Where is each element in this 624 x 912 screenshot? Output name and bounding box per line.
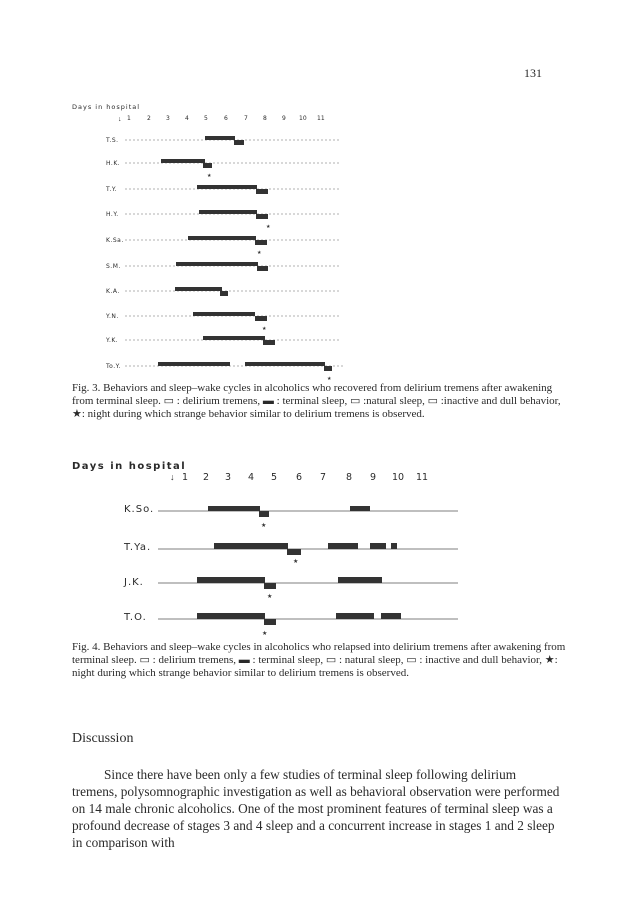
fig3-subject-label: T.S. (106, 137, 119, 144)
fig4-day-tick: 10 (392, 472, 405, 483)
fig4-subject-label: J.K. (124, 577, 144, 588)
fig3-day-tick: 3 (166, 115, 170, 122)
fig3-day-tick: 9 (282, 115, 286, 122)
fig4-caption: Fig. 4. Behaviors and sleep–wake cycles in alcoholics who relapsed into delirium tremens after awakening from terminal sleep. ▭ : delirium tremens, ▬ : terminal sleep, ▭ : natural sleep, ▭ : inactive and dull behavior, ★: night during which strange behavior similar to delirium tremens is observed. (72, 641, 566, 679)
svg-text:★: ★ (207, 173, 212, 179)
body-paragraph: Since there have been only a few studies of terminal sleep following delirium tremens, polysomnographic investigation as well as behavioral observation were performed on 14 male chronic alcoholics. One of the most prominent features of terminal sleep was a profound decrease of stages 3 and 4 sleep and a concurrent increase in stages 1 and 2 sleep in comparison with (72, 767, 560, 850)
fig3-subject-label: To.Y. (106, 363, 121, 370)
fig4-arrow-icon: ↓ (170, 472, 175, 482)
fig3-day-tick: 6 (224, 115, 228, 122)
fig3-subject-label: H.K. (106, 160, 121, 167)
fig3-subject-label: Y.K. (106, 337, 119, 344)
fig4-days-label: Days in hospital (72, 461, 187, 472)
fig4-day-tick: 6 (296, 472, 303, 483)
fig4-subject-label: T.O. (124, 612, 147, 623)
fig3-subject-label: S.M. (106, 263, 121, 270)
fig4-day-tick: 7 (320, 472, 327, 483)
section-heading: Discussion (72, 731, 134, 746)
fig4-day-tick: 2 (203, 472, 210, 483)
fig3-day-tick: 10 (299, 115, 307, 122)
svg-text:★: ★ (261, 522, 267, 529)
fig3-day-tick: 4 (185, 115, 189, 122)
fig3-day-tick: 5 (204, 115, 208, 122)
fig4-day-tick: 4 (248, 472, 255, 483)
svg-text:★: ★ (257, 250, 262, 256)
svg-text:★: ★ (262, 630, 268, 637)
fig4-day-tick: 3 (225, 472, 232, 483)
fig4-day-tick: 8 (346, 472, 353, 483)
fig3-caption: Fig. 3. Behaviors and sleep–wake cycles in alcoholics who recovered from delirium tremens after awakening from terminal sleep. ▭ : delirium tremens, ▬ : terminal sleep, ▭ :natural sleep, ▭ :inactive and dull behavior, ★: night during which strange behavior similar to delirium tremens is observed. (72, 382, 561, 420)
svg-text:★: ★ (293, 558, 299, 565)
fig3-days-label: Days in hospital (72, 103, 141, 111)
svg-text:★: ★ (266, 224, 271, 230)
fig4-subject-label: T.Ya. (124, 542, 152, 553)
svg-text:★: ★ (327, 376, 332, 382)
fig3-day-tick: 7 (244, 115, 248, 122)
fig3-subject-label: Y.N. (106, 313, 119, 320)
svg-text:★: ★ (262, 326, 267, 332)
fig3-day-tick: 2 (147, 115, 151, 122)
fig3-day-tick: 1 (127, 115, 131, 122)
fig4-subject-label: K.So. (124, 504, 155, 515)
fig4-day-tick: 9 (370, 472, 377, 483)
fig4-day-tick: 1 (182, 472, 189, 483)
fig3-subject-label: T.Y. (106, 186, 118, 193)
fig3-arrow-icon: ↓ (118, 115, 122, 123)
fig3-day-tick: 8 (263, 115, 267, 122)
fig3-subject-label: K.Sa. (106, 237, 124, 244)
fig3-day-tick: 11 (317, 115, 325, 122)
fig4-day-tick: 5 (271, 472, 278, 483)
page-number: 131 (524, 66, 542, 80)
fig4-day-tick: 11 (416, 472, 429, 483)
fig3-subject-label: H.Y. (106, 211, 119, 218)
fig3-subject-label: K.A. (106, 288, 120, 295)
svg-text:★: ★ (267, 593, 273, 600)
